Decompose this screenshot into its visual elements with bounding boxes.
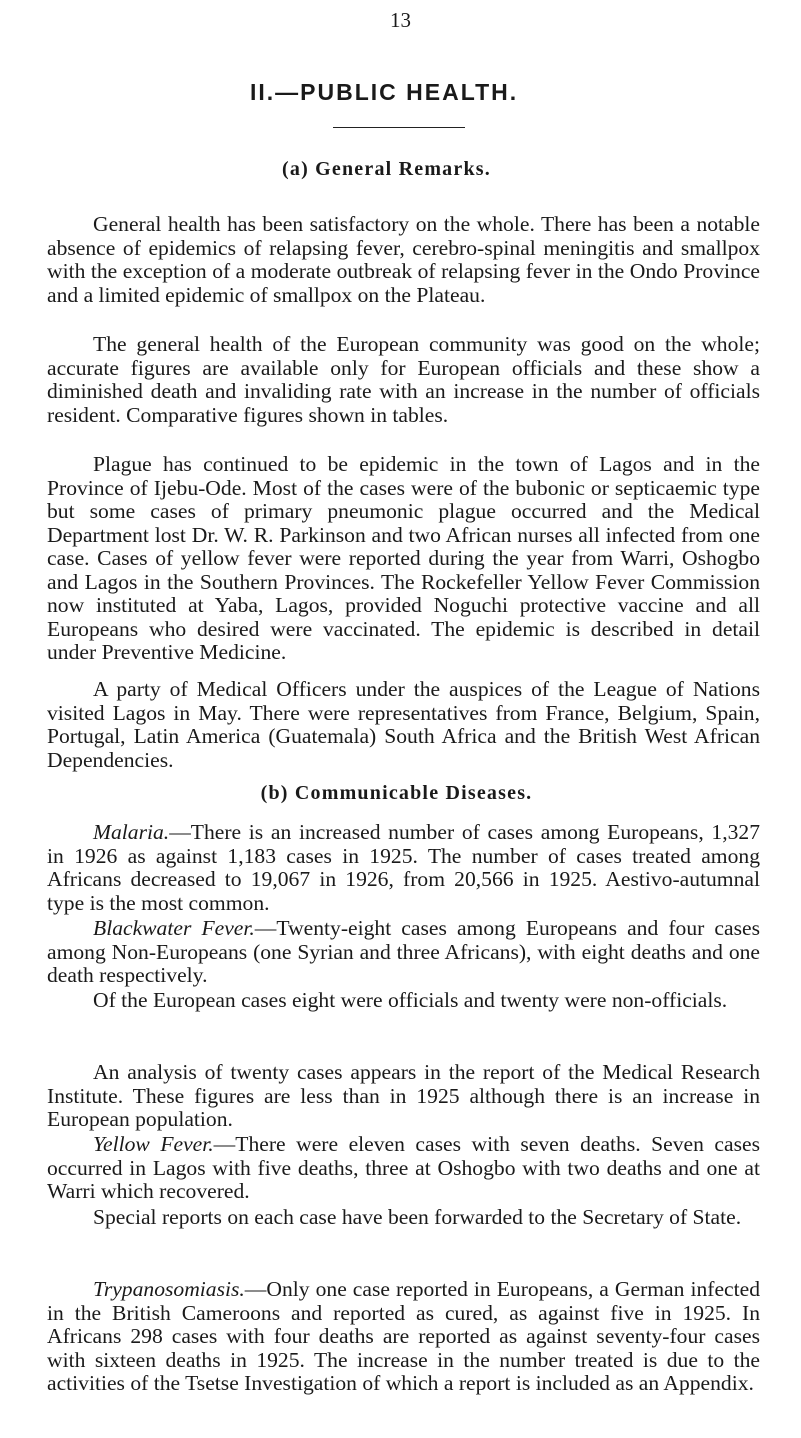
paragraph-league-of-nations: A party of Medical Officers under the auspices of the League of Nations visited Lagos in May. There were representatives from France, Belgium, Spain, Portugal, Latin America (Guatemala) South Africa and the British West African Dependencies. — [47, 677, 760, 772]
paragraph-analysis: An analysis of twenty cases appears in the report of the Medical Research Institute. These figures are less than in 1925 although there is an increase in European population. — [47, 1060, 760, 1131]
paragraph-plague: Plague has continued to be epidemic in the town of Lagos and in the Province of Ijebu-Ode. Most of the cases were of the bubonic or septicaemic type but some cases of primary pneumonic plague occurred and the Medical Department lost Dr. W. R. Parkinson and two African nurses all infected from one case. Cases of yellow fever were reported during the year from Warri, Oshogbo and Lagos in the Southern Provinces. The Rockefeller Yellow Fever Commission now instituted at Yaba, Lagos, provided Noguchi protective vaccine and all Europeans who desired were vaccinated. The epidemic is described in detail under Preventive Medicine. — [47, 452, 760, 664]
yellow-fever-text: —There were eleven cases with seven deaths. Seven cases occurred in Lagos with five deaths, three at Oshogbo with two deaths and one at Warri which recovered. — [47, 1132, 760, 1203]
term-blackwater-fever: Blackwater Fever. — [93, 916, 255, 940]
paragraph-special-reports: Special reports on each case have been forwarded to the Secretary of State. — [93, 1205, 742, 1229]
trypanosomiasis-text: —Only one case reported in Europeans, a German infected in the British Cameroons and reported as cured, as against five in 1925. In Africans 298 cases with four deaths are reported as against seventy-four cases with sixteen deaths in 1925. The increase in the number treated is due to the activities of the Tsetse Investigation of which a report is included as an Appendix. — [47, 1277, 760, 1395]
subheading-general-remarks: (a) General Remarks. — [282, 158, 491, 180]
paragraph-european-community: The general health of the European community was good on the whole; accurate figures are available only for European officials and these show a diminished death and invaliding rate with an increase in the number of officials resident. Comparative figures shown in tables. — [47, 332, 760, 427]
paragraph-yellow-fever — [47, 1133, 760, 1204]
heading-divider — [333, 127, 465, 128]
term-trypanosomiasis: Trypanosomiasis. — [93, 1277, 245, 1301]
blackwater-text: —Twenty-eight cases among Europeans and four cases among Non-Europeans (one Syrian and three Africans), with eight deaths and one death respectively. — [47, 916, 760, 987]
malaria-text: —There is an increased number of cases among Europeans, 1,327 in 1926 as against 1,183 cases in 1925. The number of cases treated among Africans decreased to 19,067 in 1926, from 20,566 in 1925. Aestivo-autumnal type is the most common. — [47, 820, 760, 915]
subheading-communicable-diseases: (b) Communicable Diseases. — [260, 782, 533, 804]
paragraph-european-cases: Of the European cases eight were officials and twenty were non-officials. — [93, 988, 728, 1012]
section-heading: II.—PUBLIC HEALTH. — [250, 79, 519, 105]
paragraph-blackwater-fever — [47, 917, 760, 988]
term-yellow-fever: Yellow Fever. — [93, 1132, 214, 1156]
paragraph-trypanosomiasis — [47, 1278, 760, 1396]
term-malaria: Malaria. — [93, 820, 170, 844]
paragraph-general-health: General health has been satisfactory on the whole. There has been a notable absence of epidemics of relapsing fever, cerebro-spinal meningitis and smallpox with the exception of a moderate outbreak of relapsing fever in the Ondo Province and a limited epidemic of smallpox on the Plateau. — [47, 212, 760, 307]
paragraph-malaria — [47, 821, 760, 915]
page-number: 13 — [390, 8, 411, 32]
